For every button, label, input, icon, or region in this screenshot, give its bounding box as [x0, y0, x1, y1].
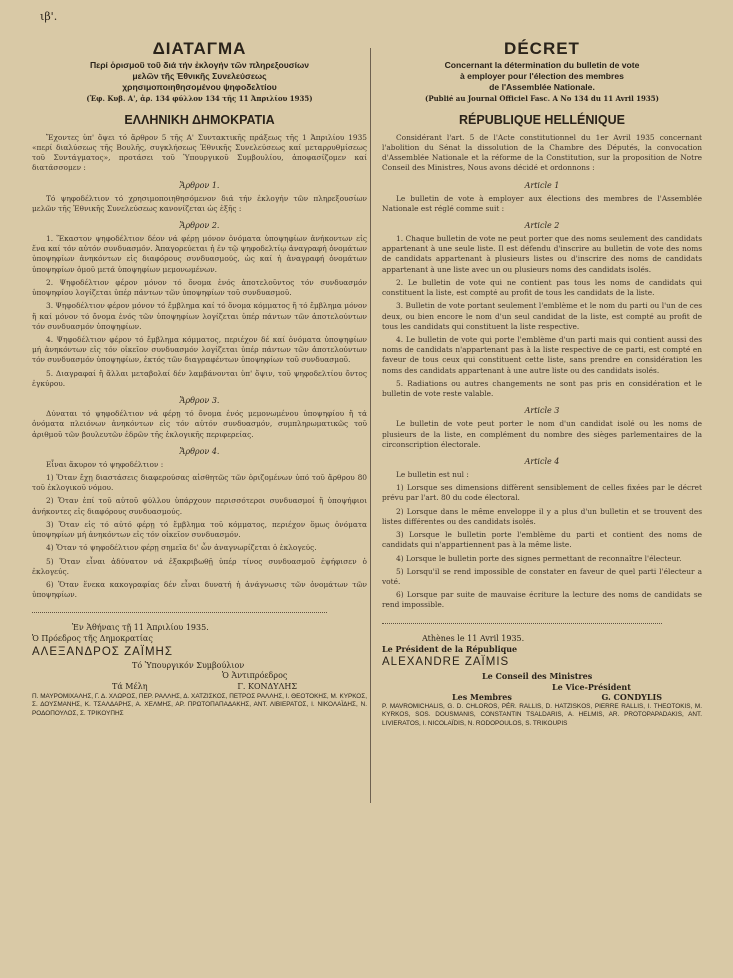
greek-separator	[32, 612, 327, 613]
french-signature-block	[382, 634, 702, 728]
greek-article-4-heading: Ἄρθρον 4.	[179, 446, 220, 456]
french-article-4-para: 5) Lorsqu'il se rend impossible de constater en faveur de quel parti l'électeur a voté.	[382, 566, 702, 586]
french-publication-note: (Publié au Journal Officiel Fasc. A No 134 du 11 Avril 1935)	[425, 93, 659, 103]
greek-place-date: Ἐν Ἀθήναις τῇ 11 Ἀπριλίου 1935.	[72, 623, 209, 633]
greek-article-4-para: 2) Ὅταν ἐπί τοῦ αὐτοῦ φύλλου ὑπάρχουν περισσότεροι συνδυασμοί ἤ ὑποψήφιοι ἀνήκοντες εἰς διαφόρους συνδυασμούς.	[32, 496, 367, 516]
greek-subtitle-line-2: μελῶν τῆς Ἐθνικῆς Συνελεύσεως	[132, 71, 267, 81]
french-column	[382, 40, 702, 728]
french-article-1-heading: Article 1	[524, 180, 560, 190]
french-article-2-para: 2. Le bulletin de vote qui ne contient pas tous les noms de candidats qui constituent la liste, est compté au profit de tous les candidats de la liste.	[382, 277, 702, 298]
greek-article-2-para: 1. Ἕκαστον ψηφοδέλτιον δέον νά φέρῃ μόνον ὀνόματα ὑποψηφίων ἀνήκοντων εἰς ἕνα καί τόν αὐτόν συνδυασμόν. Ἀπαγορεύεται ἡ ἐν τῷ ψηφοδελτίῳ ἀναγραφή ὀνομάτων ὑποψηφίων ἀνηκόντων εἰς διαφόρους συνδυασμούς, ὡς καί ἡ ἀναγραφή ὀνομάτων ὑποψηφίων ὁμοῦ μετά ὑποψηφίων μεμονωμένων.	[32, 234, 367, 274]
greek-column	[32, 40, 367, 718]
french-separator	[382, 623, 662, 624]
greek-article-2-para: 2. Ψηφοδέλτιον φέρον μόνον τό ὄνομα ἑνός ἀποτελοῦντος τόν συνδυασμόν ὑποψηφίου λογίζεται ὑπέρ πάντων τῶν ὑποψηφίων τοῦ συνδυασμοῦ.	[32, 277, 367, 298]
greek-article-2-heading: Ἄρθρον 2.	[179, 220, 220, 230]
greek-article-1-para: Τό ψηφοδέλτιον τό χρησιμοποιηθησόμενον διά τήν ἐκλογήν τῶν πληρεξουσίων μελῶν τῆς Ἐθνικῆς Συνελεύσεως κανονίζεται ὡς ἑξῆς :	[32, 193, 367, 213]
greek-article-4-para: Εἶναι ἄκυρον τό ψηφοδέλτιον :	[46, 459, 164, 469]
french-article-2-heading: Article 2	[524, 220, 560, 230]
french-article-3-heading: Article 3	[524, 406, 560, 416]
french-article-4-para: 4) Lorsque le bulletin porte des signes permettant de reconnaître l'électeur.	[396, 553, 682, 563]
greek-president-title: Ὁ Πρόεδρος τῆς Δημοκρατίας	[32, 634, 153, 644]
greek-subtitle-line-1: Περί ὁρισμοῦ τοῦ διά τήν ἐκλογήν τῶν πληρεξουσίων	[89, 59, 310, 70]
french-article-4-para: Le bulletin est nul :	[396, 470, 469, 479]
greek-vice-title: Ὁ Ἀντιπρόεδρος	[222, 671, 288, 681]
french-vice-name: G. CONDYLIS	[601, 692, 662, 703]
greek-article-3-heading: Ἄρθρον 3.	[179, 396, 220, 406]
french-subtitle-line-1: Concernant la détermination du bulletin de vote	[444, 59, 640, 70]
french-article-2-para: 5. Radiations ou autres changements ne sont pas pris en considération et le bulletin de vote reste valable.	[382, 378, 702, 399]
greek-president-name: ΑΛΕΞΑΝΔΡΟΣ ΖΑΪΜΗΣ	[32, 646, 173, 658]
greek-article-2-para: 3. Ψηφοδέλτιον φέρον μόνον τό ἔμβλημα καί τό ὄνομα κόμματος ἤ τό ἔμβλημα μόνον ἤ καί μόνον τό ὄνομα ἑνός τῶν ὑποψηφίων λογίζεται ὑπέρ πάντων τῶν ἀποτελούντων τόν συνδυασμόν ὑποψηφίων.	[32, 301, 367, 331]
french-members-label: Les Membres	[452, 692, 512, 703]
french-subtitle-line-2: à employer pour l'élection des membres	[460, 71, 624, 81]
french-council-label: Le Conseil des Ministres	[482, 670, 593, 681]
column-divider	[370, 48, 371, 803]
french-article-4-para: 2) Lorsque dans le même enveloppe il y a plus d'un bulletin et se trouvent des listes différentes ou des candidats isolés.	[382, 506, 702, 526]
french-subtitle-line-3: de l'Assemblée Nationale.	[489, 82, 595, 93]
french-article-2-para: 3. Bulletin de vote portant seulement l'emblème et le nom du parti ou l'un de ces deux, ou bien encore le nom d'un seul candidat de la liste, est compté au profit de tous les candidats qui constituent la liste respective.	[382, 301, 702, 331]
greek-article-4-para: 5) Ὅταν εἶναι ἀδύνατον νά ἐξακριβωθῇ ὑπέρ τίνος συνδυασμοῦ ἐψήφισεν ὁ ἐκλογεύς.	[32, 556, 367, 576]
french-body	[382, 133, 702, 611]
french-article-4-para: 6) Lorsque par suite de mauvaise écriture la lecture des noms de candidats se rend impossible.	[382, 590, 702, 610]
greek-article-4-para: 3) Ὅταν εἰς τό αὐτό φέρῃ τό ἔμβλημα τοῦ κόμματος, περιέχον ὅμως ὀνόματα ὑποψηφίων μή ἀνηκόντων εἰς τόν οἰκεῖον συνδυασμόν.	[32, 519, 367, 540]
greek-article-3-para: Δύναται τό ψηφοδέλτιον νά φέρῃ τό ὄνομα ἑνός μεμονωμένου ὑποψηφίου ἤ τά ὀνόματα πλειόνων ἀνηκόντων εἰς τόν αὐτόν συνδυασμόν, συμπληρωματικῶς τοῦ ἀριθμοῦ τῶν βουλευτῶν ἑδρῶν τῆς ἐκλογικῆς περιφερείας.	[32, 409, 367, 439]
french-republic-heading: RÉPUBLIQUE HELLÉNIQUE	[459, 112, 625, 127]
french-president-title: Le Président de la République	[382, 644, 518, 655]
greek-article-4-para: 1) Ὅταν ἔχῃ διαστάσεις διαφερούσας αἰσθητῶς τῶν ὁριζομένων ὑπό τοῦ ἄρθρου 80 τοῦ ἐκλογικοῦ νόμου.	[32, 473, 367, 493]
greek-preamble: Ἔχοντες ὑπ' ὄψει τό ἄρθρον 5 τῆς Α' Συντακτικῆς πράξεως τῆς 1 Ἀπριλίου 1935 «περί διαλύσεως τῆς Βουλῆς, συγκλήσεως Ἐθνικῆς Συνελεύσεως καί μεταρρυθμίσεως τοῦ Συντάγματος», προτάσει τοῦ Ὑπουργικοῦ Συμβουλίου, ἀποφασίζομεν καί διατάσσομεν :	[32, 132, 367, 173]
french-article-4-para: 3) Lorsque le bulletin porte l'emblème du parti et contient des noms de candidats qui n'appartiennent pas à la même liste.	[382, 530, 702, 550]
greek-signature-block	[32, 623, 367, 717]
greek-vice-name: Γ. ΚΟΝΔΥΛΗΣ	[237, 682, 297, 692]
page-number: ιβ'.	[40, 10, 58, 23]
french-article-4-heading: Article 4	[524, 456, 560, 466]
greek-article-4-para: 6) Ὅταν ἕνεκα κακογραφίας δέν εἶναι δυνατή ἡ ἀνάγνωσις τῶν ὀνομάτων τῶν ὑποψηφίων.	[32, 579, 367, 600]
french-article-3-para: Le bulletin de vote peut porter le nom d'un candidat isolé ou les noms de plusieurs de la liste, en complément du nombre des sièges parlementaires de la circonscription électorale.	[382, 419, 702, 449]
french-title: DÉCRET	[504, 39, 580, 58]
greek-article-2-para: 5. Διαγραφαί ἤ ἄλλαι μεταβολαί δέν λαμβάνονται ὑπ' ὄψιν, τοῦ ψηφοδελτίου ὄντος ἐγκύρου.	[32, 368, 367, 388]
greek-members-list: Π. ΜΑΥΡΟΜΙΧΑΛΗΣ, Γ. Δ. ΧΛΩΡΟΣ, ΠΕΡ. ΡΑΛΛΗΣ, Δ. ΧΑΤΖΙΣΚΟΣ, ΠΕΤΡΟΣ ΡΑΛΛΗΣ, Ι. ΘΕΟΤΟΚΗΣ, Μ. ΚΥΡΚΟΣ, Σ. ΔΟΥΣΜΑΝΗΣ, Κ. ΤΣΑΛΔΑΡΗΣ, Α. ΧΕΛΜΗΣ, ΑΡ. ΠΡΩΤΟΠΑΠΑΔΑΚΗΣ, ΑΝΤ. ΛΙΒΙΕΡΑΤΟΣ, Ι. ΝΙΚΟΛΑΪΔΗΣ, Ν. ΡΟΔΟΠΟΥΛΟΣ, Σ. ΤΡΙΚΟΥΠΗΣ	[32, 692, 367, 717]
french-article-2-para: 4. Le bulletin de vote qui porte l'emblème d'un parti mais qui contient aussi des noms de candidats n'appartenant pas à la liste respective de ce parti, est compté en faveur de tous ceux qui constituent cette liste, sans prendre en considération les noms des candidats appartenant à une autre liste ou des candidats isolés.	[382, 334, 702, 375]
greek-article-1-heading: Ἄρθρον 1.	[179, 180, 220, 190]
french-article-4-para: 1) Lorsque ses dimensions diffèrent sensiblement de celles fixées par le décret prévu par l'art. 80 du code électoral.	[382, 483, 702, 503]
greek-publication-note: (Ἐφ. Κυβ. Α', ἀρ. 134 φύλλον 134 τῆς 11 Ἀπριλίου 1935)	[86, 93, 313, 103]
french-vice-title: Le Vice-Président	[552, 681, 631, 692]
greek-members-label: Τά Μέλη	[112, 682, 148, 692]
french-place-date: Athènes le 11 Avril 1935.	[422, 633, 525, 643]
greek-article-4-para: 4) Ὅταν τό ψηφοδέλτιον φέρῃ σημεῖα δι' ὧν ἀναγνωρίζεται ὁ ἐκλογεύς.	[46, 543, 317, 553]
greek-subtitle-line-3: χρησιμοποιηθησομένου ψηφοδελτίου	[122, 82, 277, 93]
french-members-list: P. MAVROMICHALIS, G. D. CHLOROS, PÉR. RALLIS, D. HATZISKOS, PIERRE RALLIS, I. THEOTOKIS, M. KYRKOS, SOS. DOUSMANIS, CONSTANTIN TSALDARIS, A. HELMIS, AR. PROTOPAPADAKIS, ANT. LIVIERATOS, I. NICOLAÏDIS, N. RODOPOULOS, S. TRIKOUPIS	[382, 703, 702, 727]
french-president-name: ALEXANDRE ZAÏMIS	[382, 656, 510, 669]
greek-republic-heading: ΕΛΛΗΝΙΚΗ ΔΗΜΟΚΡΑΤΙΑ	[124, 112, 275, 127]
greek-title: ΔΙΑΤΑΓΜΑ	[152, 39, 247, 58]
greek-council-label: Τό Ὑπουργικόν Συμβούλιον	[132, 660, 245, 670]
french-article-1-para: Le bulletin de vote à employer aux élections des membres de l'Assemblée Nationale est réglé comme suit :	[382, 193, 702, 213]
greek-article-2-para: 4. Ψηφοδέλτιον φέρον τό ἔμβλημα κόμματος, περιέχον δέ καί ὀνόματα ὑποψηφίων μή ἀνηκόντων εἰς τόν οἰκεῖον συνδυασμόν λογίζεται ὑπέρ πάντων τῶν ἀποτελούντων τόν συνδυασμόν ὑποψηφίων, ἐκτός τῶν διαγραφέντων ὑποψηφίων τοῦ συνδυασμοῦ.	[32, 334, 367, 365]
french-preamble: Considérant l'art. 5 de l'Acte constitutionnel du 1er Avril 1935 concernant l'abolition du Sénat la dissolution de la Chambre des Députés, la convocation d'Assemblée Nationale et la réforme de la Constitution, sur la proposition de Notre Conseil des Ministres, Nous avons décidé et ordonnons :	[382, 132, 702, 173]
french-article-2-para: 1. Chaque bulletin de vote ne peut porter que des noms seulement des candidats appartenant à une seule liste. Il est défendu d'inscrire au bulletin de vote des noms de candidats appartenant à plusieurs listes ou d'inscrire des noms de candidats appartenant à une liste avec un ou plusieurs noms des candidats isolés.	[382, 234, 702, 274]
greek-body	[32, 133, 367, 601]
